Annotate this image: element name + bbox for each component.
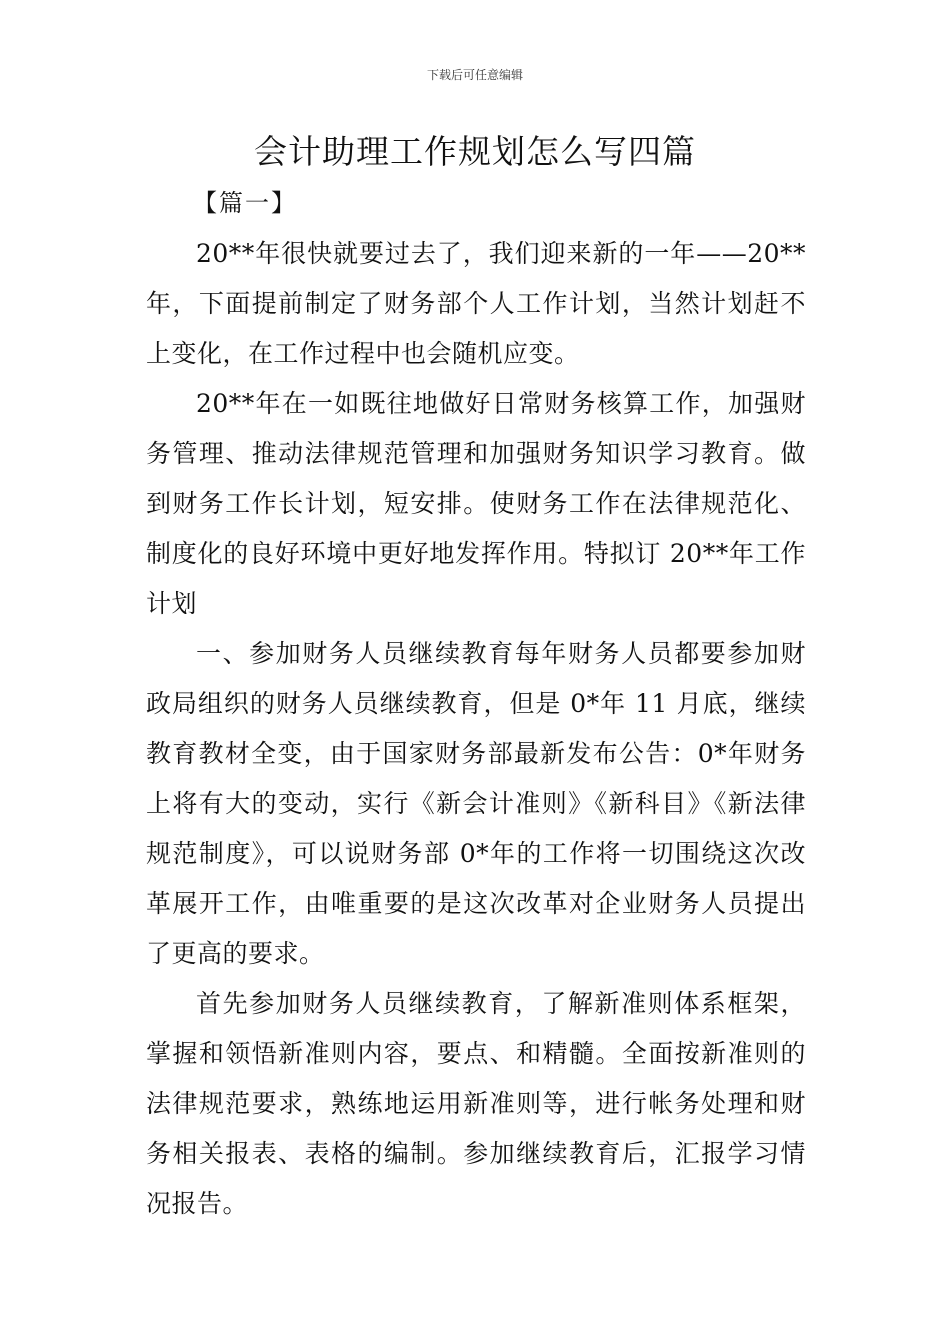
section-label: 【篇一】 — [193, 189, 297, 217]
paragraph-2: 20**年在一如既往地做好日常财务核算工作，加强财务管理、推动法律规范管理和加强财务知识学习教育。做到财务工作长计划，短安排。使财务工作在法律规范化、制度化的良好环境中更好地发挥作用。特拟订 20**年工作计划 — [146, 389, 806, 618]
header-note: 下载后可任意编辑 — [426, 68, 523, 82]
paragraph-4: 首先参加财务人员继续教育，了解新准则体系框架，掌握和领悟新准则内容，要点、和精髓。全面按新准则的法律规范要求，熟练地运用新准则等，进行帐务处理和财务相关报表、表格的编制。参加继续教育后，汇报学习情况报告。 — [146, 989, 806, 1218]
document-body — [146, 229, 806, 1229]
paragraph-3: 一、参加财务人员继续教育每年财务人员都要参加财政局组织的财务人员继续教育，但是 0*年 11 月底，继续教育教材全变，由于国家财务部最新发布公告：0*年财务上将有大的变动，实行《新会计准则》《新科目》《新法律规范制度》，可以说财务部 0*年的工作将一切围绕这次改革展开工作，由唯重要的是这次改革对企业财务人员提出了更高的要求。 — [146, 639, 806, 968]
document-title: 会计助理工作规划怎么写四篇 — [254, 132, 696, 171]
paragraph-1: 20**年很快就要过去了，我们迎来新的一年——20**年，下面提前制定了财务部个人工作计划，当然计划赶不上变化，在工作过程中也会随机应变。 — [146, 239, 806, 368]
